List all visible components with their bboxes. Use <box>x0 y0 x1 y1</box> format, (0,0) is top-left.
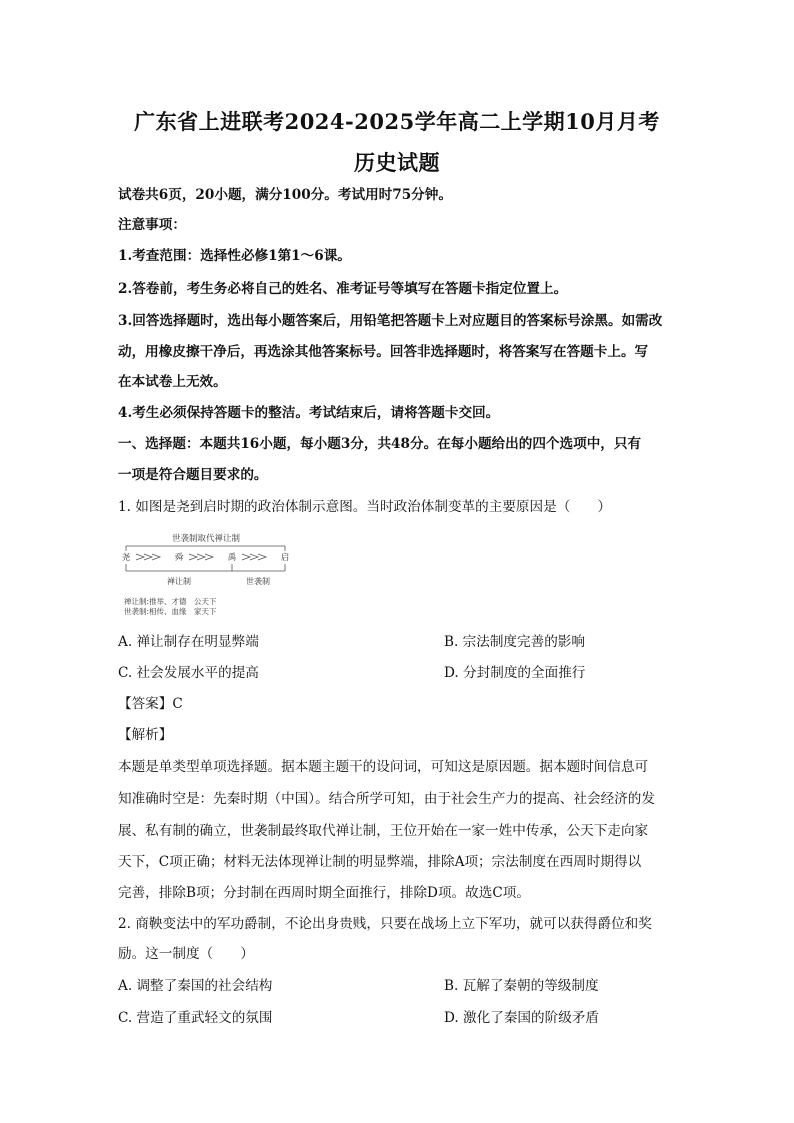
question-1-analysis-line-5: 完善，排除B项；分封制在西周时期全面推行，排除D项。故选C项。 <box>118 885 530 901</box>
question-1-option-a: A. 禅让制存在明显弊端 <box>118 634 259 650</box>
question-2-option-b: B. 瓦解了秦朝的等级制度 <box>444 978 599 994</box>
question-1-analysis-line-3: 展、私有制的确立，世袭制最终取代禅让制，王位开始在一家一姓中传承，公天下走向家 <box>118 823 649 839</box>
note-3-line-2: 动，用橡皮擦干净后，再选涂其他答案标号。回答非选择题时，将答案写在答题卡上。写 <box>118 344 649 360</box>
note-3-line-1: 3.回答选择题时，选出每小题答案后，用铅笔把答题卡上对应题目的答案标号涂黑。如需改 <box>118 313 663 329</box>
question-1-answer: 【答案】C <box>118 696 183 712</box>
diagram-arrows <box>136 554 266 560</box>
question-2-stem-line-2: 励。这一制度（ ） <box>118 946 254 962</box>
exam-info: 试卷共6页，20小题，满分100分。考试用时75分钟。 <box>118 187 452 203</box>
question-1-stem: 1. 如图是尧到启时期的政治体制示意图。当时政治体制变革的主要原因是（ ） <box>118 499 612 515</box>
question-1-analysis-title: 【解析】 <box>118 727 173 743</box>
diagram-note-1: 禅让制:推举、才德 公天下 <box>124 597 217 606</box>
diagram-right-box-label: 世袭制 <box>246 577 270 586</box>
diagram-top-label: 世袭制取代禅让制 <box>171 534 241 544</box>
document-subtitle: 历史试题 <box>354 150 440 175</box>
question-1-analysis-line-4: 天下，C项正确；材料无法体现禅让制的明显弊端，排除A项；宗法制度在西周时期得以 <box>118 854 642 870</box>
notice-title: 注意事项： <box>118 217 186 233</box>
question-2-option-d: D. 激化了秦国的阶级矛盾 <box>444 1010 599 1026</box>
note-1: 1.考查范围：选择性必修1第1～6课。 <box>118 248 351 264</box>
section-heading-line-1: 一、选择题：本题共16小题，每小题3分，共48分。在每小题给出的四个选项中，只有 <box>118 436 642 452</box>
diagram-node-yao: 尧 <box>121 553 131 563</box>
question-1-option-b: B. 宗法制度完善的影响 <box>444 634 585 650</box>
note-2: 2.答卷前，考生务必将自己的姓名、准考证号等填写在答题卡指定位置上。 <box>118 281 568 297</box>
question-1-option-c: C. 社会发展水平的提高 <box>118 665 259 681</box>
diagram-left-box-label: 禅让制 <box>167 577 191 586</box>
question-2-stem-line-1: 2. 商鞅变法中的军功爵制，不论出身贵贱，只要在战场上立下军功，就可以获得爵位和奖 <box>118 916 652 932</box>
question-1-option-d: D. 分封制度的全面推行 <box>444 665 586 681</box>
note-4: 4.考生必须保持答题卡的整洁。考试结束后，请将答题卡交回。 <box>118 405 500 421</box>
question-2-option-c: C. 营造了重武轻文的氛围 <box>118 1010 273 1026</box>
diagram-node-shun: 舜 <box>174 553 184 563</box>
question-2-option-a: A. 调整了秦国的社会结构 <box>118 978 273 994</box>
question-1-diagram <box>118 528 293 620</box>
note-3-line-3: 在本试卷上无效。 <box>118 374 227 390</box>
diagram-node-yu: 禹 <box>227 553 237 563</box>
diagram-note-2: 世袭制:相传、血缘 家天下 <box>124 607 217 616</box>
diagram-node-qi: 启 <box>280 553 290 563</box>
section-heading-line-2: 一项是符合题目要求的。 <box>118 467 268 483</box>
question-1-analysis-line-2: 知准确时空是：先秦时期（中国）。结合所学可知，由于社会生产力的提高、社会经济的发 <box>118 791 655 807</box>
question-1-analysis-line-1: 本题是单类型单项选择题。据本题主题干的设问词，可知这是原因题。据本题时间信息可 <box>118 759 649 775</box>
document-title: 广东省上进联考2024-2025学年高二上学期10月月考 <box>134 109 660 134</box>
